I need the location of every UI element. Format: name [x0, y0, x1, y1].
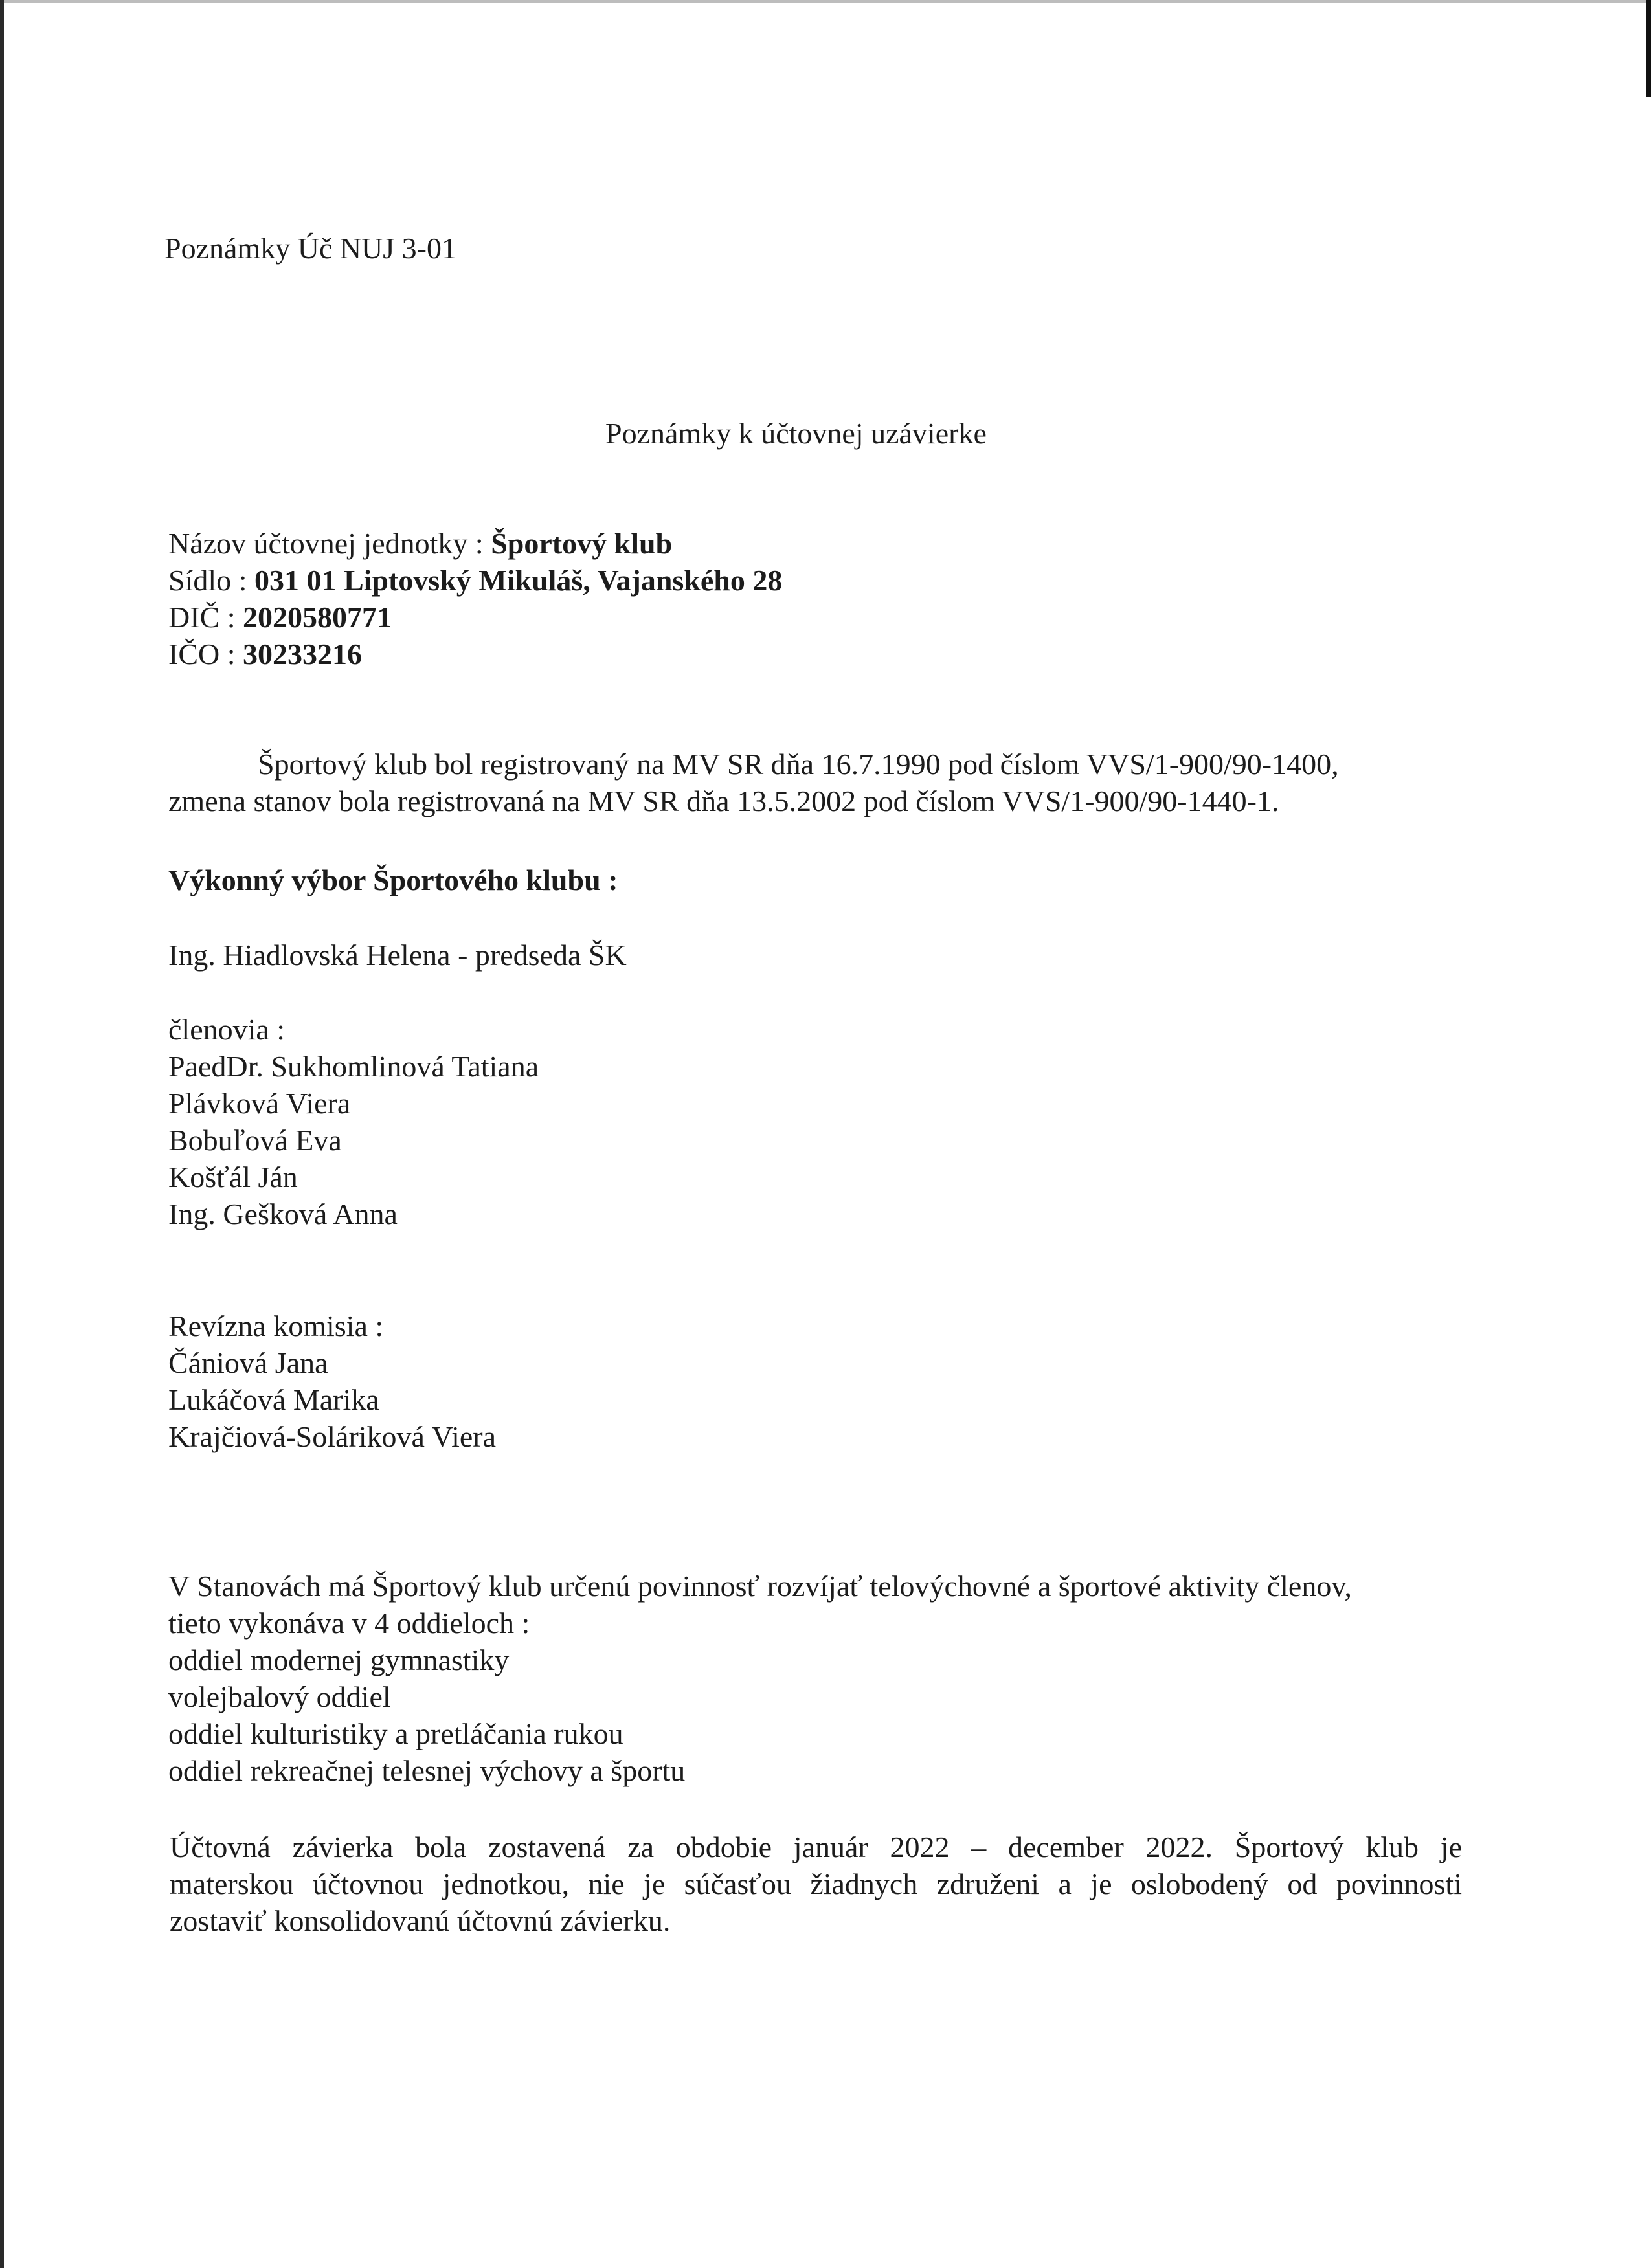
entity-dic-label: DIČ : — [168, 601, 243, 634]
activity-section: oddiel rekreačnej telesnej výchovy a športu — [168, 1754, 686, 1787]
committee-chair: Ing. Hiadlovská Helena - predseda ŠK — [168, 939, 627, 972]
scan-edge-left — [0, 0, 4, 2268]
entity-name-value: Športový klub — [491, 527, 673, 560]
closing-line-1: Účtovná závierka bola zostavená za obdobie január 2022 – december 2022. Športový klub je — [170, 1830, 1462, 1863]
audit-member: Krajčiová-Soláriková Viera — [168, 1420, 497, 1453]
activities-line-1: V Stanovách má Športový klub určenú povinnosť rozvíjať telovýchovné a športové aktivity členov, — [168, 1570, 1352, 1603]
activity-section: oddiel modernej gymnastiky — [168, 1643, 510, 1676]
activity-section: volejbalový oddiel — [168, 1680, 391, 1713]
entity-seat-label: Sídlo : — [168, 564, 254, 597]
entity-dic-value: 2020580771 — [243, 601, 392, 634]
audit-member: Lukáčová Marika — [168, 1383, 379, 1416]
committee-member: Plávková Viera — [168, 1087, 351, 1120]
committee-member: Košťál Ján — [168, 1161, 298, 1194]
committee-heading: Výkonný výbor Športového klubu : — [168, 863, 618, 896]
entity-ico-label: IČO : — [168, 638, 243, 671]
entity-name-label: Názov účtovnej jednotky : — [168, 527, 491, 560]
registration-line-2: zmena stanov bola registrovaná na MV SR dňa 13.5.2002 pod číslom VVS/1-900/90-1440-1. — [168, 784, 1279, 817]
closing-line-3: zostaviť konsolidovanú účtovnú závierku. — [170, 1904, 671, 1937]
audit-member: Čániová Jana — [168, 1346, 328, 1379]
scan-edge-right — [1646, 0, 1651, 97]
entity-dic-row — [168, 599, 392, 636]
entity-ico-row — [168, 636, 362, 673]
committee-members-label: členovia : — [168, 1013, 286, 1046]
entity-seat-value: 031 01 Liptovský Mikuláš, Vajanského 28 — [254, 564, 783, 597]
document-title: Poznámky k účtovnej uzávierke — [605, 417, 987, 450]
audit-heading: Revízna komisia : — [168, 1309, 384, 1342]
entity-name-row — [168, 526, 672, 562]
entity-ico-value: 30233216 — [243, 638, 362, 671]
activities-line-2: tieto vykonáva v 4 oddieloch : — [168, 1606, 530, 1640]
committee-member: Ing. Gešková Anna — [168, 1197, 398, 1230]
closing-line-2: materskou účtovnou jednotkou, nie je súčasťou žiadnych združeni a je oslobodený od povinnosti — [170, 1867, 1462, 1900]
activity-section: oddiel kulturistiky a pretláčania rukou — [168, 1717, 623, 1750]
registration-line-1: Športový klub bol registrovaný na MV SR dňa 16.7.1990 pod číslom VVS/1-900/90-1400, — [258, 748, 1339, 781]
committee-member: Bobuľová Eva — [168, 1124, 342, 1157]
entity-seat-row — [168, 562, 782, 599]
document-reference: Poznámky Úč NUJ 3-01 — [164, 232, 456, 265]
committee-member: PaedDr. Sukhomlinová Tatiana — [168, 1050, 539, 1083]
scan-edge-top — [0, 0, 1651, 3]
